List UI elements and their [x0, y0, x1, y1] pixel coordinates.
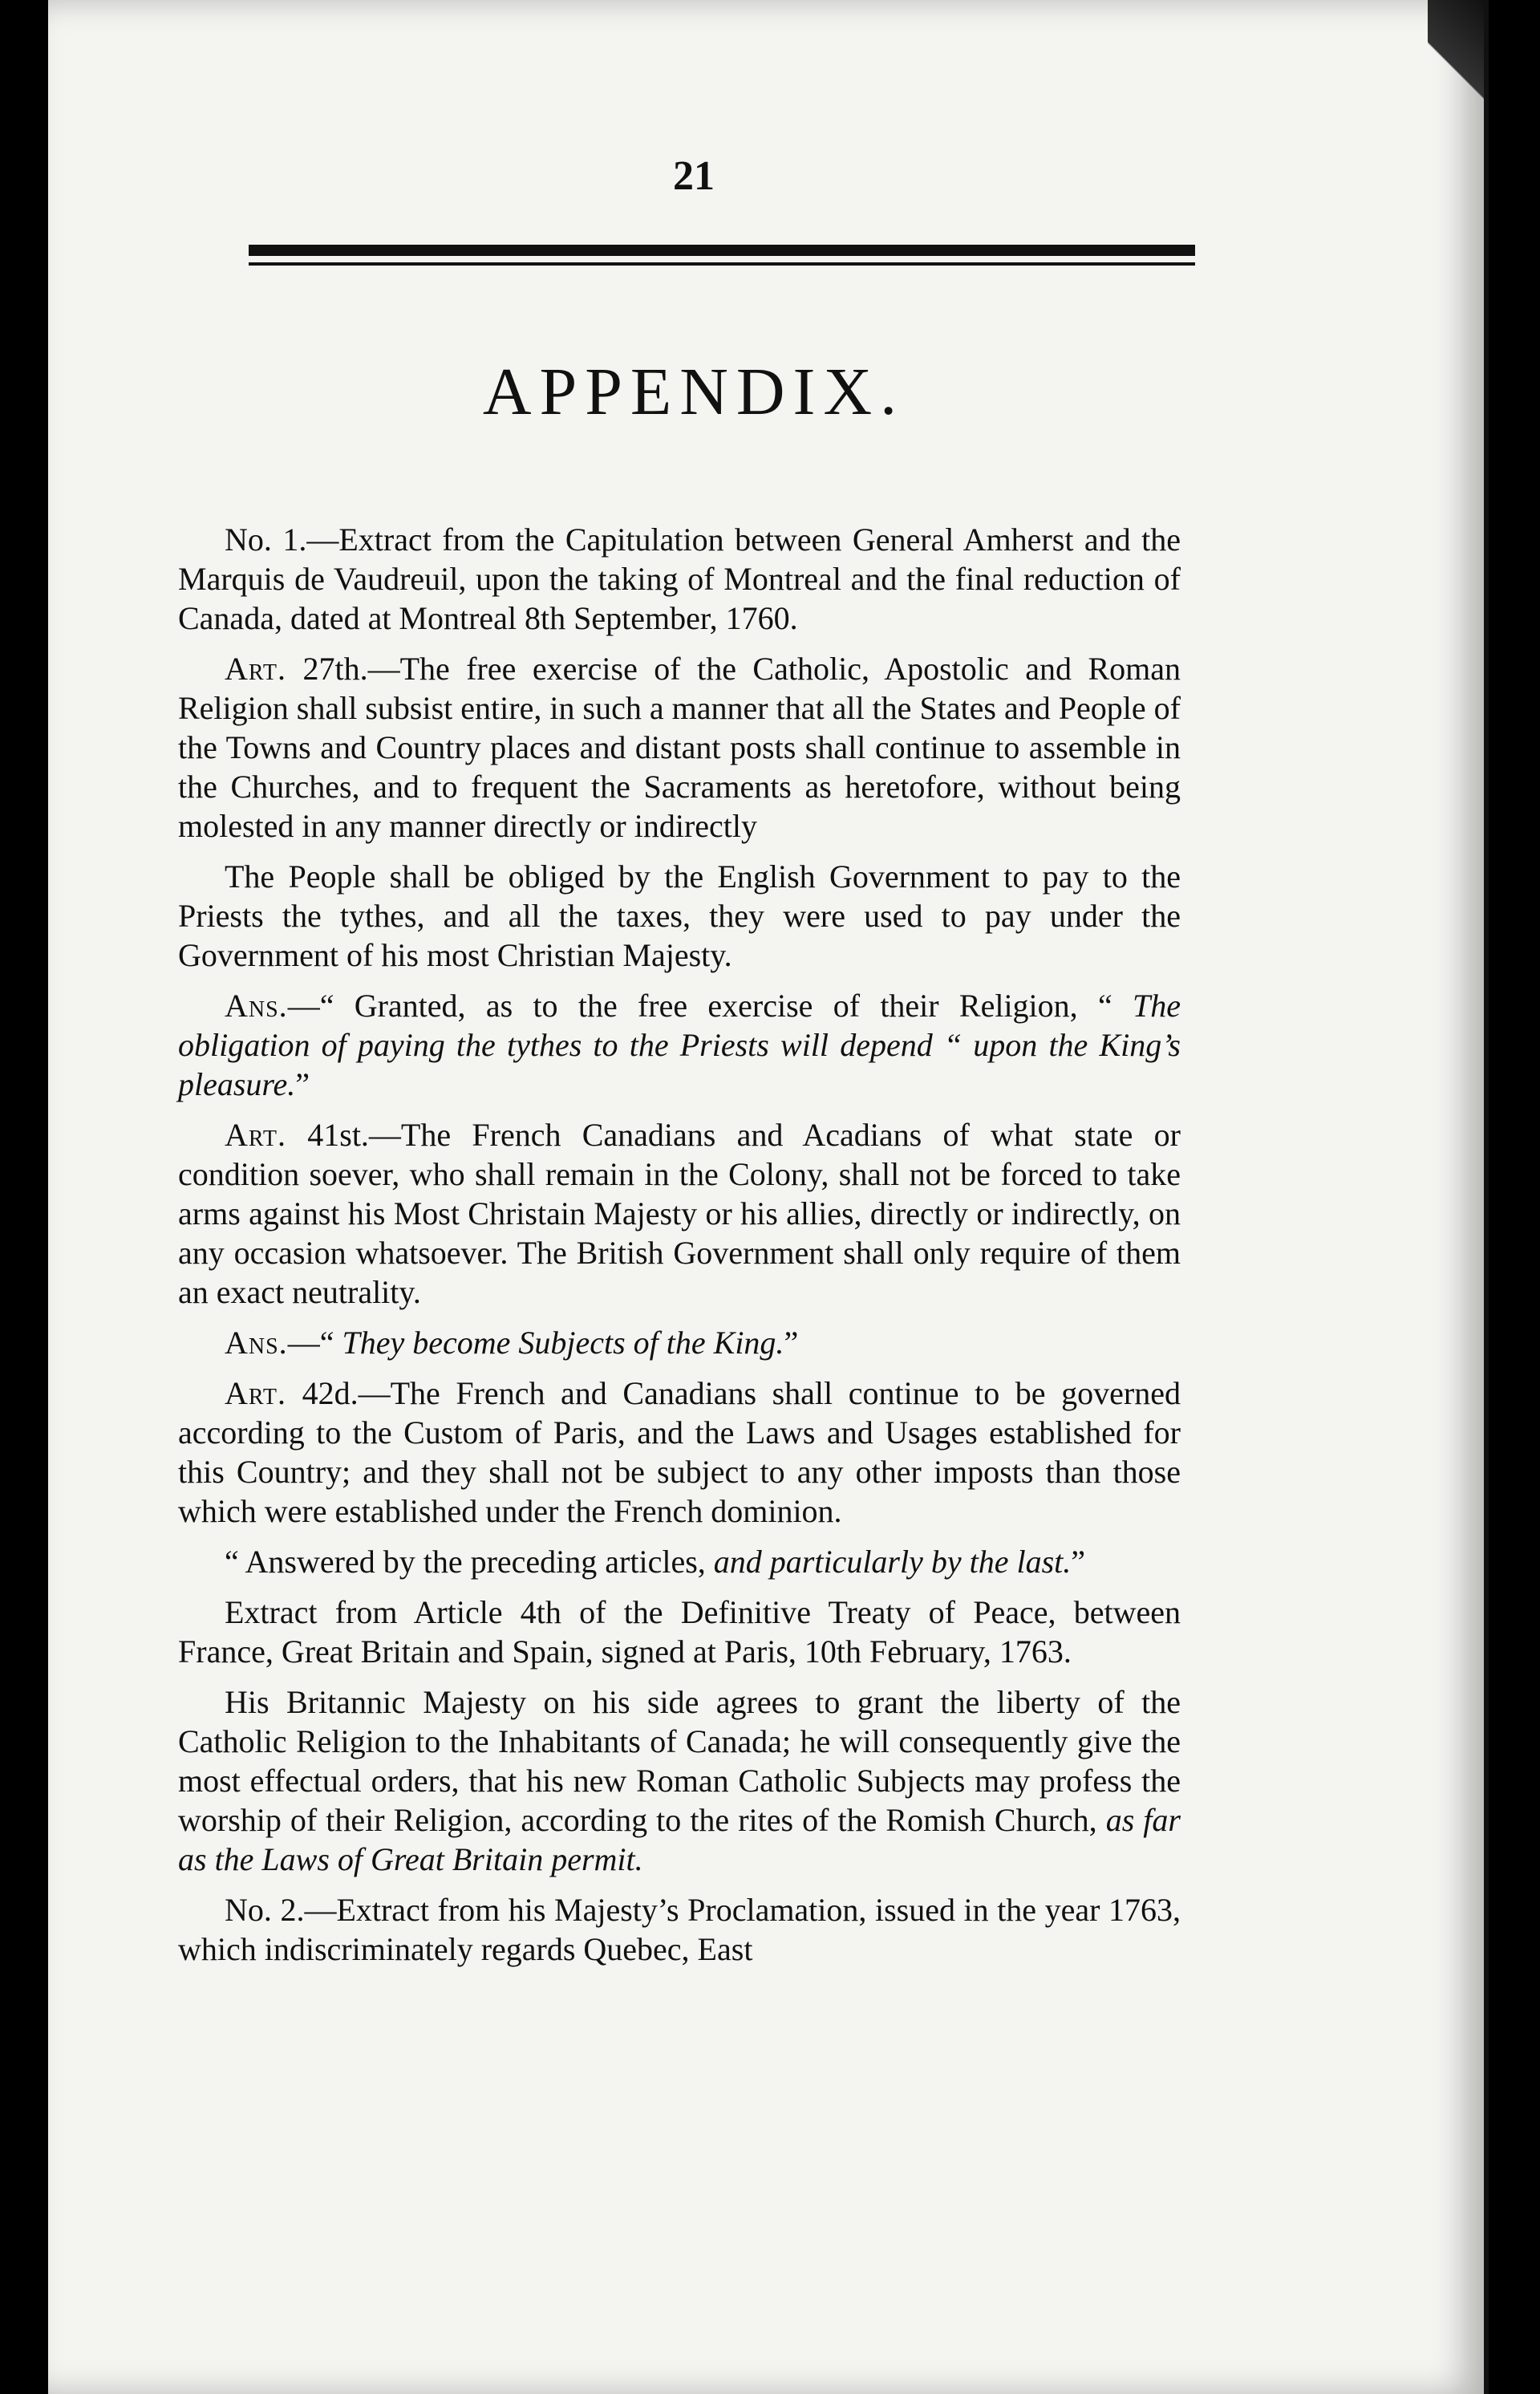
paragraph-people-obliged: The People shall be obliged by the English Government to pay to the Priests the tythes, and all the taxes, they were used to pay under the Government of his most Christian Majesty.	[178, 858, 1181, 973]
paragraph-text: His Britannic Majesty on his side agrees to grant the liberty of the Catholic Religion to the Inhabitants of Canada; he will consequently give the most effectual orders, that his new Roman Catholic Subjects may profess the worship of their Religion, according to the rites of the Romish Church,	[178, 1684, 1181, 1838]
answer-end: ”	[784, 1325, 799, 1361]
article-text: 42d.—The French and Canadians shall continue to be governed according to the Custom of Paris, and the Laws and Usages established for this Country; and they shall not be subject to any other imposts than those which were established under the French dominion.	[178, 1375, 1181, 1529]
paragraph-ans41	[178, 1323, 1181, 1362]
article-label: Art.	[225, 1375, 286, 1411]
appendix-body	[178, 520, 1181, 1980]
answer-text: —“	[287, 1325, 342, 1361]
paragraph-no2: No. 2.—Extract from his Majesty’s Proclamation, issued in the year 1763, which indiscriminately regards Quebec, East	[178, 1892, 1181, 1967]
paragraph-britannic-majesty	[178, 1682, 1181, 1879]
page-corner-fold	[1428, 0, 1484, 160]
answer-label: Ans.	[225, 1325, 288, 1361]
article-label: Art.	[225, 651, 286, 687]
answer-text: —“ Granted, as to the free exercise of their Religion, “	[287, 988, 1133, 1024]
paragraph-art42	[178, 1374, 1181, 1531]
answer-italic: The obligation of paying the tythes to the Priests will depend “ upon the King’s pleasure.	[178, 988, 1181, 1102]
paragraph-treaty-extract: Extract from Article 4th of the Definitive Treaty of Peace, between France, Great Britain and Spain, signed at Paris, 10th February, 1763.	[178, 1594, 1181, 1670]
paragraph-italic: as far as the Laws of Great Britain permit.	[178, 1802, 1181, 1877]
paragraph-no1: No. 1.—Extract from the Capitulation between General Amherst and the Marquis de Vaudreuil, upon the taking of Montreal and the final reduction of Canada, dated at Montreal 8th September, 1760.	[178, 521, 1181, 636]
header-rule-thin	[249, 262, 1195, 266]
paragraph-art27	[178, 649, 1181, 846]
appendix-heading: APPENDIX.	[482, 355, 906, 429]
answer-text: “ Answered by the preceding articles,	[225, 1544, 714, 1580]
answer-end: ”	[1071, 1544, 1086, 1580]
paragraph-art41	[178, 1115, 1181, 1312]
book-page	[48, 0, 1489, 2394]
answer-italic: and particularly by the last.	[713, 1544, 1072, 1580]
page-number: 21	[673, 153, 715, 199]
paragraph-ans42	[178, 1542, 1181, 1581]
paragraph-ans27	[178, 986, 1181, 1104]
article-text: 27th.—The free exercise of the Catholic, Apostolic and Roman Religion shall subsist entire, in such a manner that all the States and People of the Towns and Country places and distant posts shall continue to assemble in the Churches, and to frequent the Sacraments as heretofore, without being molested in any manner directly or indirectly	[178, 651, 1181, 844]
article-label: Art.	[225, 1117, 286, 1153]
answer-end: ”	[295, 1066, 310, 1102]
answer-label: Ans.	[225, 988, 288, 1024]
answer-italic: They become Subjects of the King.	[342, 1325, 784, 1361]
header-rule-thick	[249, 245, 1195, 256]
article-text: 41st.—The French Canadians and Acadians of what state or condition soever, who shall remain in the Colony, shall not be forced to take arms against his Most Christain Majesty or his allies, directly or indirectly, on any occasion whatsoever. The British Government shall only require of them an exact neutrality.	[178, 1117, 1181, 1310]
